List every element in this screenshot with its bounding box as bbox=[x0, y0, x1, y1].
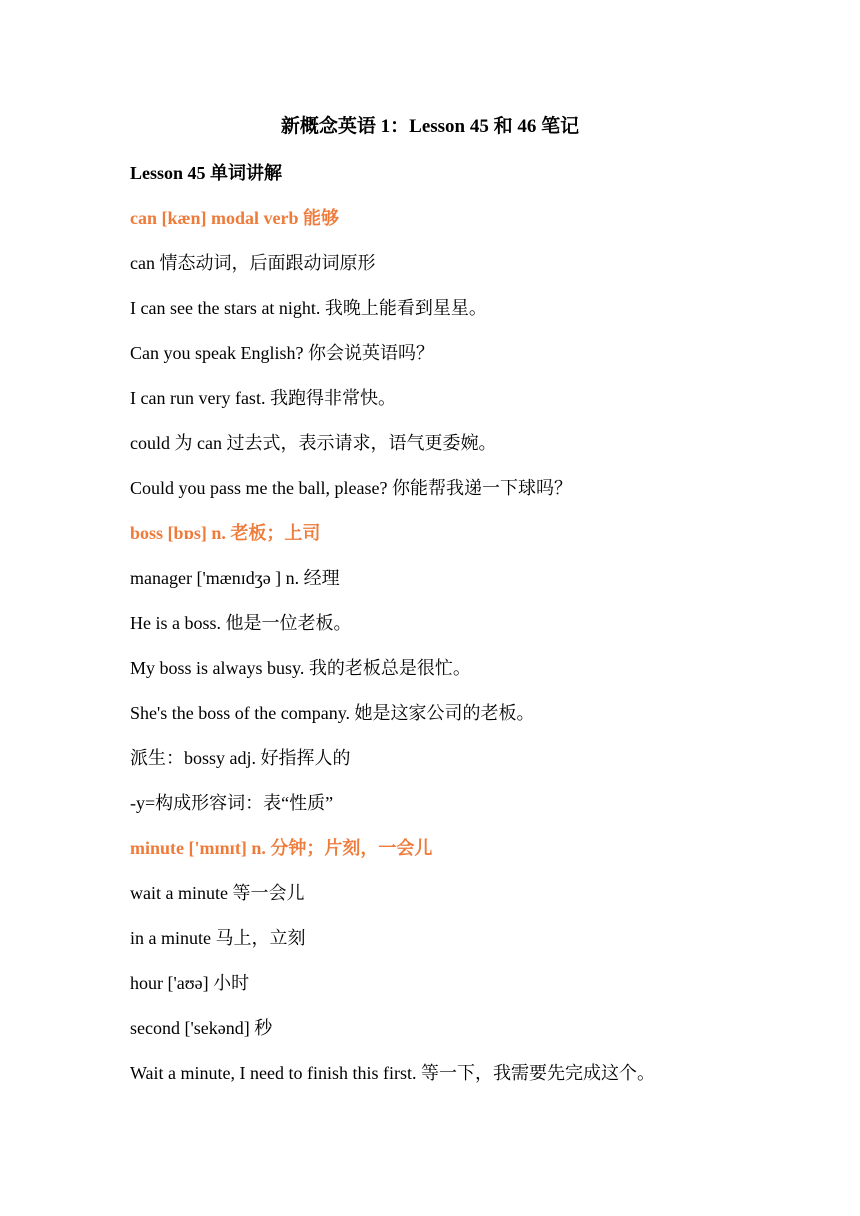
note-line: I can see the stars at night. 我晚上能看到星星。 bbox=[130, 298, 487, 318]
vocab-entry: boss [bɒs] n. 老板；上司 bbox=[130, 523, 321, 543]
note-line: She's the boss of the company. 她是这家公司的老板。 bbox=[130, 703, 535, 723]
note-line: can 情态动词，后面跟动词原形 bbox=[130, 253, 376, 273]
notes-list bbox=[130, 159, 830, 1104]
note-line: He is a boss. 他是一位老板。 bbox=[130, 613, 352, 633]
note-line: I can run very fast. 我跑得非常快。 bbox=[130, 388, 396, 408]
vocab-entry: minute ['mɪnɪt] n. 分钟；片刻，一会儿 bbox=[130, 838, 433, 858]
note-line: Can you speak English? 你会说英语吗？ bbox=[130, 343, 434, 363]
note-line: Wait a minute, I need to finish this first. 等一下，我需要先完成这个。 bbox=[130, 1063, 655, 1083]
note-line: -y=构成形容词：表“性质” bbox=[130, 793, 334, 813]
note-line: in a minute 马上，立刻 bbox=[130, 928, 306, 948]
note-line: manager ['mænɪdʒə ] n. 经理 bbox=[130, 568, 340, 588]
note-line: 派生：bossy adj. 好指挥人的 bbox=[130, 748, 351, 768]
note-line: My boss is always busy. 我的老板总是很忙。 bbox=[130, 658, 471, 678]
section-heading: Lesson 45 单词讲解 bbox=[130, 163, 283, 183]
note-line: Could you pass me the ball, please? 你能帮我递一下球吗？ bbox=[130, 478, 572, 498]
note-line: hour ['aʊə] 小时 bbox=[130, 973, 250, 993]
page-title: 新概念英语 1：Lesson 45 和 46 笔记 bbox=[280, 116, 580, 137]
note-line: could 为 can 过去式，表示请求，语气更委婉。 bbox=[130, 433, 497, 453]
note-line: wait a minute 等一会儿 bbox=[130, 883, 305, 903]
note-line: second ['sekənd] 秒 bbox=[130, 1018, 273, 1038]
vocab-entry: can [kæn] modal verb 能够 bbox=[130, 208, 340, 228]
